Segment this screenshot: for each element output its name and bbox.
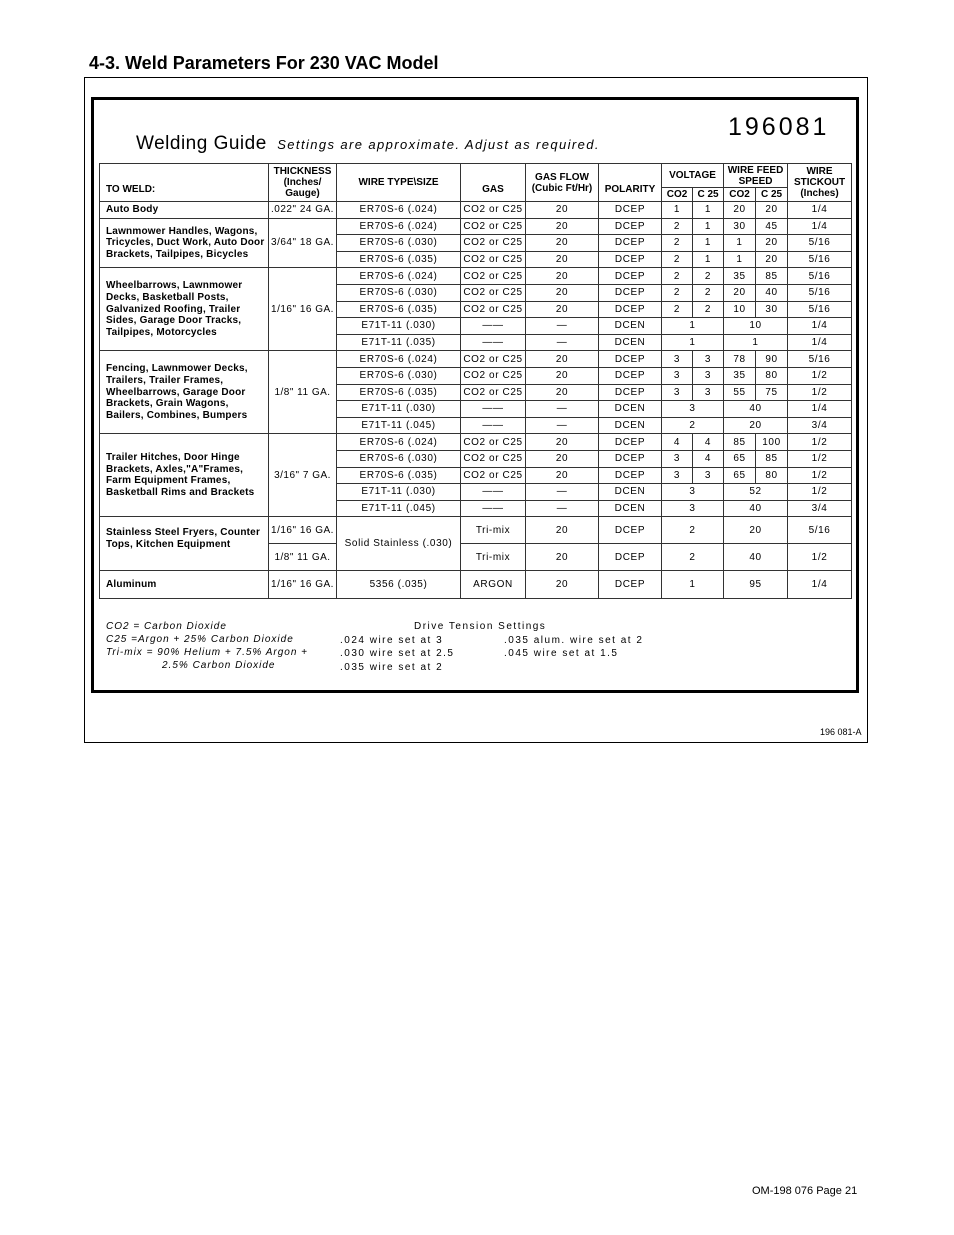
polarity: DCEP [599,301,662,318]
weld-application: Trailer Hitches, Door Hinge Brackets, Axles,"A"Frames, Farm Equipment Frames, Basketball Rims and Brackets [100,434,269,517]
polarity: DCEN [599,401,662,418]
wire-feed-speed: 95 [724,571,788,599]
polarity: DCEN [599,334,662,351]
material-thickness: 1/8" 11 GA. [269,544,337,571]
drive-setting-024: .024 wire set at 3 [340,634,444,646]
wire-feed-co2: 20 [724,284,756,301]
gas-legend [106,620,308,672]
voltage-setting: 3 [662,401,724,418]
wire-feed-speed: 20 [724,417,788,434]
voltage-c25: 1 [693,235,724,252]
wire-type: ER70S-6 (.024) [337,202,461,219]
wire-feed-co2: 35 [724,268,756,285]
material-thickness: 3/64" 18 GA. [269,218,337,268]
drive-tension-settings [340,620,643,674]
weld-application: Lawnmower Handles, Wagons, Tricycles, Duct Work, Auto Door Brackets, Tailpipes, Bicycles [100,218,269,268]
guide-title [136,133,600,155]
wire-stickout: 1/4 [788,401,852,418]
gas-flow: 20 [526,301,599,318]
shielding-gas: ARGON [461,571,526,599]
wire-stickout: 5/16 [788,284,852,301]
shielding-gas: —— [461,318,526,335]
wire-feed-speed: 40 [724,544,788,571]
voltage-c25: 1 [693,251,724,268]
wire-feed-c25: 40 [756,284,788,301]
drive-setting-035: .035 wire set at 2 [340,661,444,673]
polarity: DCEP [599,467,662,484]
table-row [100,268,852,285]
voltage-c25: 3 [693,384,724,401]
col-header-gas: GAS [461,164,526,202]
voltage-co2: 3 [662,351,693,368]
wire-type: Solid Stainless (.030) [337,517,461,571]
wire-feed-c25: 80 [756,467,788,484]
wire-stickout: 1/2 [788,367,852,384]
wire-type: ER70S-6 (.035) [337,301,461,318]
wire-stickout: 1/4 [788,218,852,235]
sub-header-wfs-c25: C 25 [756,188,788,202]
wire-stickout: 1/2 [788,467,852,484]
shielding-gas: CO2 or C25 [461,218,526,235]
shielding-gas: CO2 or C25 [461,351,526,368]
weld-application: Aluminum [100,571,269,599]
drive-setting-035-alum: .035 alum. wire set at 2 [504,634,644,646]
voltage-co2: 3 [662,367,693,384]
polarity: DCEN [599,318,662,335]
legend-c25: C25 =Argon + 25% Carbon Dioxide [106,634,294,645]
voltage-co2: 3 [662,450,693,467]
voltage-co2: 2 [662,268,693,285]
material-thickness: 1/16" 16 GA. [269,571,337,599]
shielding-gas: CO2 or C25 [461,384,526,401]
voltage-co2: 2 [662,284,693,301]
weld-application: Wheelbarrows, Lawnmower Decks, Basketball Posts, Galvanized Roofing, Trailer Sides, Garage Door Tracks, Tailpipes, Motorcycles [100,268,269,351]
wire-type: ER70S-6 (.024) [337,351,461,368]
shielding-gas: —— [461,484,526,501]
gas-flow: — [526,401,599,418]
table-row [100,202,852,219]
wire-feed-speed: 20 [724,517,788,544]
guide-subtitle: Settings are approximate. Adjust as required. [277,137,600,152]
gas-flow: 20 [526,467,599,484]
voltage-setting: 3 [662,500,724,517]
gas-flow: — [526,484,599,501]
wire-type: ER70S-6 (.030) [337,367,461,384]
sub-header-wfs-co2: CO2 [724,188,756,202]
drive-setting-030: .030 wire set at 2.5 [340,648,455,660]
wire-stickout: 5/16 [788,351,852,368]
wire-type: E71T-11 (.035) [337,334,461,351]
polarity: DCEP [599,367,662,384]
wire-feed-speed: 40 [724,500,788,517]
section-title: 4-3. Weld Parameters For 230 VAC Model [89,53,439,73]
polarity: DCEP [599,235,662,252]
voltage-c25: 3 [693,367,724,384]
material-thickness: 3/16" 7 GA. [269,434,337,517]
wire-feed-c25: 90 [756,351,788,368]
polarity: DCEP [599,517,662,544]
weld-application: Auto Body [100,202,269,219]
wire-type: ER70S-6 (.024) [337,218,461,235]
wire-type: ER70S-6 (.030) [337,284,461,301]
voltage-c25: 3 [693,351,724,368]
guide-number: 196081 [728,113,830,141]
wire-feed-co2: 10 [724,301,756,318]
polarity: DCEP [599,202,662,219]
shielding-gas: —— [461,417,526,434]
table-row [100,517,852,544]
col-header-voltage: VOLTAGE [662,164,724,188]
voltage-c25: 1 [693,202,724,219]
wire-type: E71T-11 (.030) [337,401,461,418]
wire-feed-speed: 40 [724,401,788,418]
wire-type: ER70S-6 (.024) [337,268,461,285]
col-header-thickness: THICKNESS (Inches/ Gauge) [269,164,337,202]
wire-type: ER70S-6 (.035) [337,384,461,401]
wire-stickout: 5/16 [788,268,852,285]
voltage-c25: 4 [693,434,724,451]
material-thickness: .022" 24 GA. [269,202,337,219]
gas-flow: 20 [526,284,599,301]
polarity: DCEP [599,544,662,571]
shielding-gas: CO2 or C25 [461,450,526,467]
voltage-co2: 3 [662,467,693,484]
material-thickness: 1/16" 16 GA. [269,517,337,544]
weld-application: Stainless Steel Fryers, Counter Tops, Kitchen Equipment [100,517,269,571]
wire-feed-co2: 1 [724,235,756,252]
polarity: DCEN [599,417,662,434]
wire-stickout: 5/16 [788,517,852,544]
wire-type: E71T-11 (.045) [337,500,461,517]
wire-stickout: 1/4 [788,334,852,351]
gas-flow: 20 [526,202,599,219]
shielding-gas: CO2 or C25 [461,268,526,285]
gas-flow: — [526,417,599,434]
gas-flow: 20 [526,218,599,235]
wire-stickout: 1/4 [788,202,852,219]
table-row [100,434,852,451]
gas-flow: 20 [526,544,599,571]
col-header-to-weld: TO WELD: [100,164,269,202]
wire-stickout: 1/2 [788,544,852,571]
polarity: DCEP [599,384,662,401]
legend-trimix: Tri-mix = 90% Helium + 7.5% Argon + [106,647,309,658]
wire-type: ER70S-6 (.035) [337,467,461,484]
shielding-gas: Tri-mix [461,517,526,544]
voltage-c25: 4 [693,450,724,467]
guide-heading: Welding Guide [136,133,267,154]
wire-feed-co2: 35 [724,367,756,384]
wire-type: ER70S-6 (.030) [337,450,461,467]
voltage-setting: 2 [662,544,724,571]
wire-type: ER70S-6 (.024) [337,434,461,451]
sub-header-voltage-co2: CO2 [662,188,693,202]
material-thickness: 1/8" 11 GA. [269,351,337,434]
gas-flow: 20 [526,434,599,451]
wire-feed-c25: 100 [756,434,788,451]
shielding-gas: CO2 or C25 [461,367,526,384]
wire-stickout: 1/2 [788,434,852,451]
wire-type: E71T-11 (.045) [337,417,461,434]
shielding-gas: CO2 or C25 [461,235,526,252]
material-thickness: 1/16" 16 GA. [269,268,337,351]
voltage-c25: 1 [693,218,724,235]
polarity: DCEP [599,571,662,599]
weld-parameter-table [99,163,852,599]
legend-trimix-cont: 2.5% Carbon Dioxide [162,660,276,671]
voltage-setting: 1 [662,571,724,599]
wire-stickout: 1/2 [788,384,852,401]
gas-flow: — [526,318,599,335]
gas-flow: 20 [526,235,599,252]
wire-feed-c25: 20 [756,251,788,268]
wire-feed-c25: 20 [756,235,788,252]
wire-stickout: 1/2 [788,484,852,501]
wire-feed-co2: 55 [724,384,756,401]
polarity: DCEP [599,351,662,368]
col-header-wire-feed-speed: WIRE FEED SPEED [724,164,788,188]
gas-flow: 20 [526,367,599,384]
gas-flow: — [526,500,599,517]
voltage-setting: 3 [662,484,724,501]
wire-feed-c25: 30 [756,301,788,318]
wire-feed-c25: 80 [756,367,788,384]
wire-stickout: 3/4 [788,500,852,517]
polarity: DCEN [599,484,662,501]
voltage-c25: 2 [693,268,724,285]
polarity: DCEP [599,284,662,301]
col-header-gas-flow: GAS FLOW (Cubic Ft/Hr) [526,164,599,202]
voltage-setting: 2 [662,417,724,434]
wire-feed-speed: 1 [724,334,788,351]
page-number: OM-198 076 Page 21 [752,1185,858,1197]
gas-flow: 20 [526,251,599,268]
voltage-setting: 1 [662,318,724,335]
voltage-setting: 2 [662,517,724,544]
voltage-co2: 2 [662,235,693,252]
shielding-gas: —— [461,401,526,418]
polarity: DCEP [599,251,662,268]
gas-flow: 20 [526,268,599,285]
shielding-gas: —— [461,500,526,517]
drive-tension-title: Drive Tension Settings [414,621,547,632]
wire-feed-co2: 30 [724,218,756,235]
wire-feed-c25: 20 [756,202,788,219]
polarity: DCEN [599,500,662,517]
voltage-co2: 2 [662,251,693,268]
wire-feed-c25: 75 [756,384,788,401]
wire-type: ER70S-6 (.035) [337,251,461,268]
figure-id: 196 081-A [820,727,862,737]
col-header-polarity: POLARITY [599,164,662,202]
table-row [100,218,852,235]
gas-flow: 20 [526,571,599,599]
wire-feed-speed: 52 [724,484,788,501]
voltage-c25: 3 [693,467,724,484]
wire-feed-co2: 65 [724,450,756,467]
wire-type: E71T-11 (.030) [337,484,461,501]
polarity: DCEP [599,218,662,235]
wire-type: E71T-11 (.030) [337,318,461,335]
gas-flow: 20 [526,450,599,467]
shielding-gas: Tri-mix [461,544,526,571]
wire-stickout: 5/16 [788,235,852,252]
voltage-co2: 3 [662,384,693,401]
col-header-wire: WIRE TYPE\SIZE [337,164,461,202]
legend-co2: CO2 = Carbon Dioxide [106,621,227,632]
wire-feed-c25: 85 [756,450,788,467]
wire-type: ER70S-6 (.030) [337,235,461,252]
wire-feed-c25: 85 [756,268,788,285]
shielding-gas: CO2 or C25 [461,301,526,318]
wire-feed-co2: 1 [724,251,756,268]
voltage-co2: 2 [662,218,693,235]
shielding-gas: CO2 or C25 [461,434,526,451]
voltage-c25: 2 [693,284,724,301]
wire-feed-co2: 78 [724,351,756,368]
shielding-gas: CO2 or C25 [461,284,526,301]
wire-feed-co2: 65 [724,467,756,484]
drive-setting-045: .045 wire set at 1.5 [504,648,619,660]
wire-stickout: 5/16 [788,301,852,318]
shielding-gas: CO2 or C25 [461,251,526,268]
wire-type: 5356 (.035) [337,571,461,599]
wire-stickout: 1/4 [788,318,852,335]
voltage-setting: 1 [662,334,724,351]
shielding-gas: CO2 or C25 [461,467,526,484]
polarity: DCEP [599,434,662,451]
col-header-wire-stickout: WIRE STICKOUT (Inches) [788,164,852,202]
wire-stickout: 5/16 [788,251,852,268]
gas-flow: 20 [526,384,599,401]
voltage-co2: 4 [662,434,693,451]
wire-feed-speed: 10 [724,318,788,335]
gas-flow: 20 [526,351,599,368]
gas-flow: — [526,334,599,351]
weld-application: Fencing, Lawnmower Decks, Trailers, Trailer Frames, Wheelbarrows, Garage Door Brackets, Grain Wagons, Bailers, Combines, Bumpers [100,351,269,434]
table-row [100,351,852,368]
voltage-co2: 1 [662,202,693,219]
wire-stickout: 1/4 [788,571,852,599]
shielding-gas: —— [461,334,526,351]
polarity: DCEP [599,450,662,467]
gas-flow: 20 [526,517,599,544]
table-row [100,571,852,599]
wire-feed-c25: 45 [756,218,788,235]
polarity: DCEP [599,268,662,285]
wire-feed-co2: 85 [724,434,756,451]
sub-header-voltage-c25: C 25 [693,188,724,202]
shielding-gas: CO2 or C25 [461,202,526,219]
voltage-co2: 2 [662,301,693,318]
wire-stickout: 1/2 [788,450,852,467]
voltage-c25: 2 [693,301,724,318]
wire-feed-co2: 20 [724,202,756,219]
wire-stickout: 3/4 [788,417,852,434]
